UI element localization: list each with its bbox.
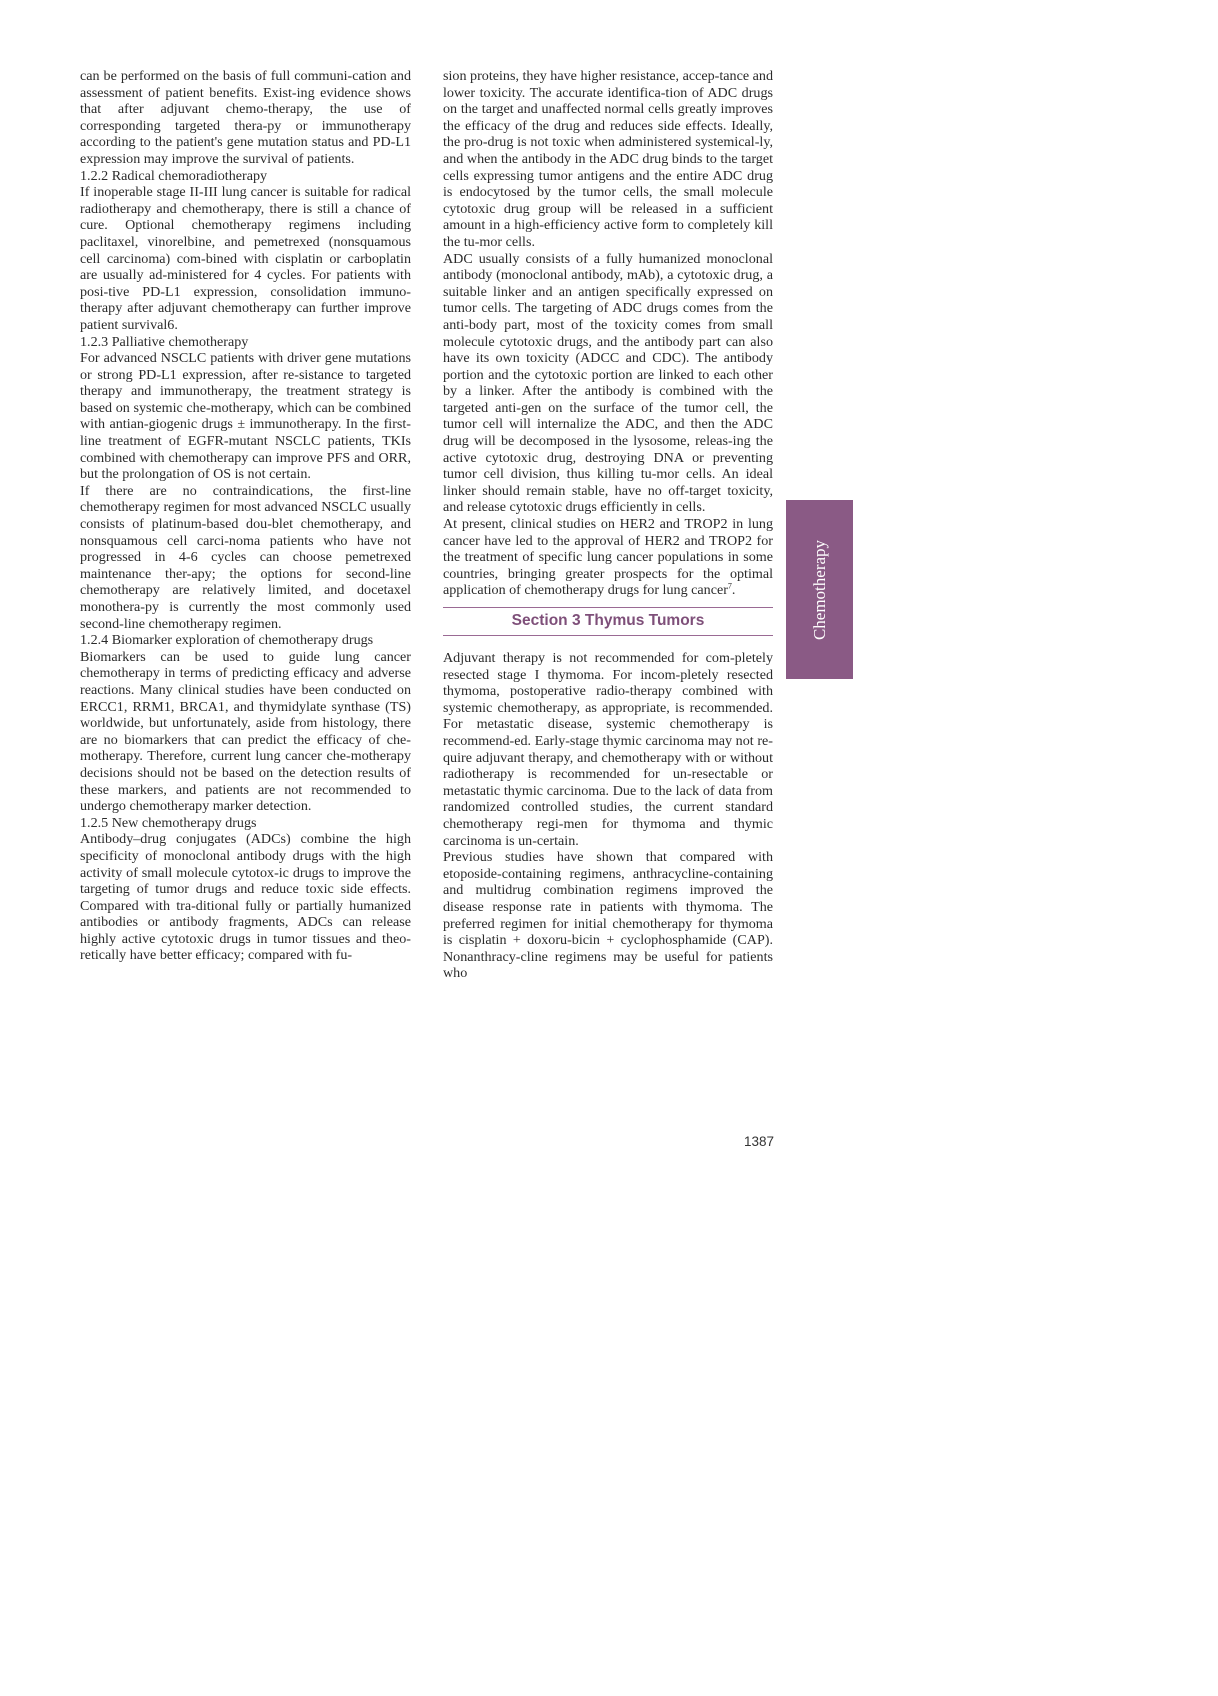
paragraph: Adjuvant therapy is not recommended for com-pletely resected stage I thymoma. For incom-pletely resected thymoma, postoperative radio-therapy combined with systemic chemotherapy, as appropriate, is recommended. For metastatic disease, systemic chemotherapy is recommend-ed. Early-stage thymic carcinoma may not re-quire adjuvant therapy, and chemotherapy with or without radiotherapy is recommended for un-resectable or metastatic thymic carcinoma. Due to the lack of data from randomized controlled studies, the current standard chemotherapy regi-men for thymoma and thymic carcinoma is un-certain. [443, 650, 773, 849]
citation-superscript: 7 [727, 581, 732, 591]
paragraph: For advanced NSCLC patients with driver gene mutations or strong PD-L1 expression, after re-sistance to targeted therapy and immunotherapy, the treatment strategy is based on systemic che-motherapy, which can be combined with antian-giogenic drugs ± immunotherapy. In the first-line treatment of EGFR-mutant NSCLC patients, TKIs combined with chemotherapy can improve PFS and ORR, but the prolongation of OS is not certain. [80, 350, 411, 483]
paragraph-end: . [731, 582, 736, 599]
left-column [80, 68, 411, 964]
subsection-heading: 1.2.4 Biomarker exploration of chemotherapy drugs [80, 632, 374, 649]
paragraph [443, 516, 773, 599]
paragraph: Biomarkers can be used to guide lung cancer chemotherapy in terms of predicting efficacy and adverse reactions. Many clinical studies have been conducted on ERCC1, RRM1, BRCA1, and thymidylate synthase (TS) worldwide, but unfortunately, aside from histology, there are no biomarkers that can predict the efficacy of che-motherapy. Therefore, current lung cancer che-motherapy decisions should not be based on the detection results of these markers, and patients are not recommended to undergo chemotherapy marker detection. [80, 648, 411, 815]
section-heading-box [443, 607, 773, 636]
subsection-heading: 1.2.3 Palliative chemotherapy [80, 333, 249, 350]
paragraph: can be performed on the basis of full communi-cation and assessment of patient benefits. Exist-ing evidence shows that after adjuvant chemo-therapy, the use of corresponding targeted thera-py or immunotherapy according to the patient's gene mutation status and PD-L1 expression may improve the survival of patients. [80, 68, 411, 167]
right-column [443, 68, 773, 982]
paragraph: ADC usually consists of a fully humanized monoclonal antibody (monoclonal antibody, mAb), a cytotoxic drug, a suitable linker and an antigen specifically expressed on tumor cells. The targeting of ADC drugs comes from the anti-body part, most of the toxicity comes from small molecule cytotoxic drugs, and the antibody part can also have its own toxicity (ADCC and CDC). The antibody portion and the cytotoxic portion are linked to each other by a linker. After the antibody is combined with the targeted anti-gen on the surface of the tumor cell, the tumor cell will internalize the ADC, and then the ADC drug will be decomposed in the lysosome, releas-ing the active cytotoxic drug, destroying DNA or preventing tumor cell division, thus killing tu-mor cells. An ideal linker should remain stable, have no off-target toxicity, and release cytotoxic drugs efficiently in cells. [443, 250, 773, 516]
subsection-heading: 1.2.5 New chemotherapy drugs [80, 814, 257, 831]
paragraph: Antibody–drug conjugates (ADCs) combine the high specificity of monoclonal antibody drugs with the high activity of small molecule cytotox-ic drugs to improve the targeting of tumor drugs and reduce toxic side effects. Compared with tra-ditional fully or partially humanized antibodies or antibody fragments, ADCs can release highly active cytotoxic drugs in tumor tissues and theo-retically have better efficacy; compared with fu- [80, 831, 411, 964]
paragraph: If there are no contraindications, the first-line chemotherapy regimen for most advanced NSCLC usually consists of platinum-based dou-blet chemotherapy, and nonsquamous cell carci-noma patients who have not progressed in 4-6 cycles can choose pemetrexed maintenance ther-apy; the options for second-line chemotherapy are relatively limited, and docetaxel monothera-py is currently the most commonly used second-line chemotherapy regimen. [80, 482, 411, 632]
paragraph: sion proteins, they have higher resistance, accep-tance and lower toxicity. The accurate identifica-tion of ADC drugs on the target and unaffected normal cells greatly improves the efficacy of the drug and reduces side effects. Ideally, the pro-drug is not toxic when administered systemical-ly, and when the antibody in the ADC drug binds to the target cells expressing tumor antigens and the entire ADC drug is endocytosed by the tumor cells, the small molecule cytotoxic drug group will be released in a sufficient amount in a high-efficiency active form to completely kill the tu-mor cells. [443, 68, 773, 250]
paragraph: Previous studies have shown that compared with etoposide-containing regimens, anthracycline-containing and multidrug combination regimens improved the disease response rate in patients with thymoma. The preferred regimen for initial chemotherapy for thymoma is cisplatin + doxoru-bicin + cyclophosphamide (CAP). Nonanthracy-cline regimens may be useful for patients who [443, 849, 773, 982]
subsection-heading: 1.2.2 Radical chemoradiotherapy [80, 167, 268, 184]
section-title: Section 3 Thymus Tumors [511, 612, 705, 629]
page-number: 1387 [743, 1134, 774, 1149]
paragraph-text: At present, clinical studies on HER2 and TROP2 in lung cancer have led to the approval of HER2 and TROP2 for the treatment of specific lung cancer populations in some countries, bringing greater prospects for the optimal application of chemotherapy drugs for lung cancer [443, 516, 773, 599]
chapter-tab-label: Chemotherapy [809, 539, 829, 640]
chapter-side-tab [786, 500, 853, 679]
paragraph: If inoperable stage II-III lung cancer is suitable for radical radiotherapy and chemotherapy, there is still a chance of cure. Optional chemotherapy regimens including paclitaxel, vinorelbine, and pemetrexed (nonsquamous cell carcinoma) com-bined with cisplatin or carboplatin are usually ad-ministered for 4 cycles. For patients with posi-tive PD-L1 expression, consolidation immuno-therapy after adjuvant chemotherapy can further improve patient survival6. [80, 184, 411, 333]
